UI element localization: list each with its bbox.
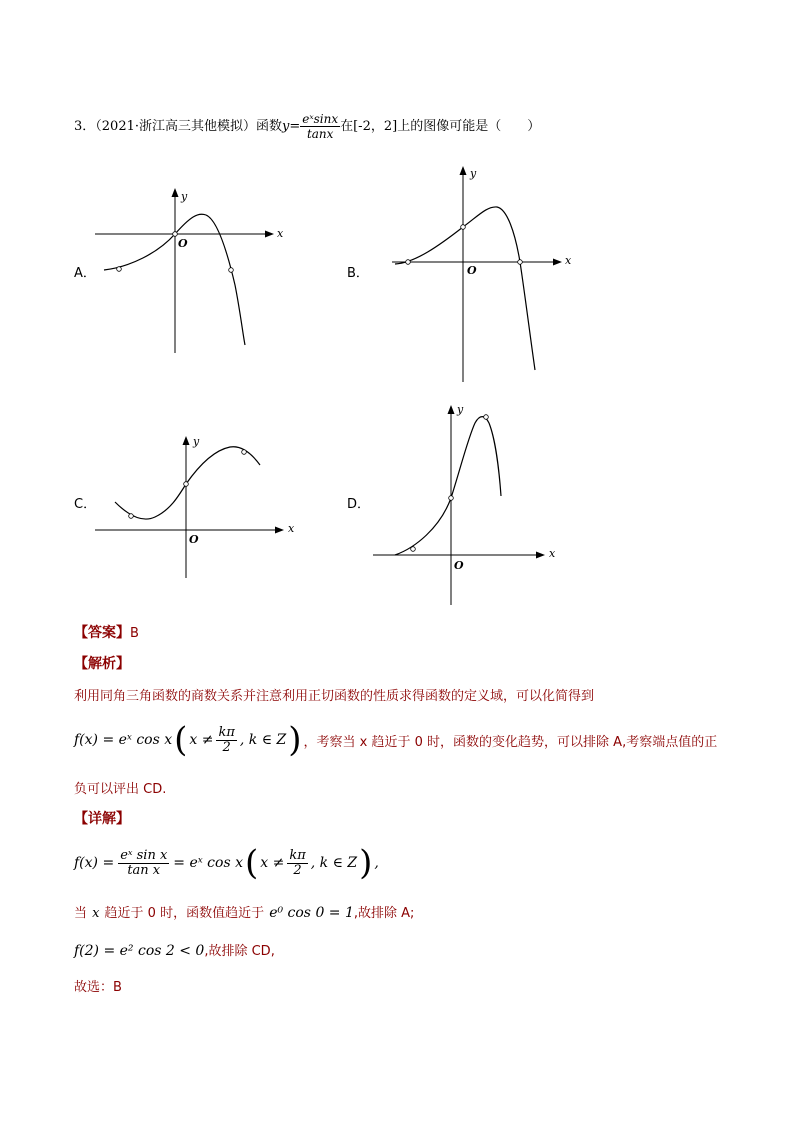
x-label: x	[288, 522, 295, 535]
point	[518, 260, 523, 265]
detail-line-3-c: ,故排除 CD,	[204, 944, 275, 959]
origin-label: O	[178, 237, 188, 250]
graph-d	[365, 398, 565, 608]
left-paren: (	[174, 720, 188, 760]
fraction-numerator: eˣsinx	[302, 112, 339, 126]
analysis-line-2	[74, 718, 717, 762]
x-arrow	[265, 231, 274, 238]
option-d-label: D．	[347, 497, 371, 512]
detail-cond-post: , k ∈ Z	[310, 855, 358, 871]
analysis-formula: f(x) = eˣ cos x	[74, 732, 173, 748]
point	[229, 268, 234, 273]
x-label: x	[549, 547, 556, 560]
analysis-line-3: 负可以评出 CD.	[74, 782, 167, 797]
detail-cond-pre: x ≠	[260, 855, 285, 871]
question-prefix: 3．（2021·浙江高三其他模拟）函数	[74, 119, 282, 134]
y-arrow	[172, 188, 179, 197]
y-label: y	[457, 403, 464, 416]
cond-denominator: 2	[222, 739, 231, 755]
x-label: x	[565, 254, 572, 267]
detail-line-4: 故选：B	[74, 980, 122, 995]
detail-f-mid: = eˣ cos x	[173, 855, 243, 871]
point	[173, 232, 178, 237]
detail-formula-line	[74, 840, 379, 886]
y-label: y	[470, 167, 477, 180]
detail-line-2-b: 趋近于 0 时，函数值趋近于	[104, 906, 265, 921]
detail-line-3-math: f(2) = e² cos 2 < 0	[74, 943, 205, 959]
x-label: x	[277, 227, 284, 240]
question-fraction	[300, 112, 340, 141]
x-arrow	[275, 527, 284, 534]
detail-line-2-math: e⁰ cos 0 = 1	[269, 905, 354, 921]
point	[242, 450, 247, 455]
detail-cond-fraction	[287, 849, 307, 878]
detail-heading: 【详解】	[74, 811, 130, 827]
answer-line	[74, 622, 139, 642]
curve	[395, 207, 535, 370]
point	[461, 225, 466, 230]
point	[129, 514, 134, 519]
origin-label: O	[189, 533, 199, 546]
fraction-denominator: tanx	[306, 127, 334, 141]
detail-denominator: tan x	[127, 862, 161, 878]
cond-numerator: kπ	[289, 847, 306, 863]
graph-c	[90, 432, 305, 582]
question-line	[74, 112, 540, 141]
right-paren: )	[288, 720, 302, 760]
option-b-label: B．	[347, 266, 369, 281]
detail-numerator: eˣ sin x	[120, 847, 168, 863]
y-arrow	[183, 436, 190, 445]
detail-line-2-a: 当	[74, 906, 88, 921]
detail-line-2-c: ,故排除 A;	[353, 906, 415, 921]
point	[184, 482, 189, 487]
analysis-line-1: 利用同角三角函数的商数关系并注意利用正切函数的性质求得函数的定义域，可以化简得到	[74, 689, 595, 704]
detail-line-3	[74, 940, 275, 959]
answer-value: B	[130, 626, 139, 641]
graph-b	[370, 160, 580, 385]
detail-f-lhs: f(x) =	[74, 855, 115, 871]
curve	[395, 417, 501, 555]
analysis-cond-pre: x ≠	[189, 732, 214, 748]
y-label: y	[181, 190, 188, 203]
detail-f-end: ,	[374, 855, 379, 871]
point	[484, 415, 489, 420]
x-arrow	[553, 259, 562, 266]
point	[117, 267, 122, 272]
graph-a	[90, 185, 290, 360]
origin-label: O	[454, 559, 464, 572]
question-y: y=	[282, 119, 301, 134]
x-arrow	[536, 552, 545, 559]
y-label: y	[193, 435, 200, 448]
point	[406, 260, 411, 265]
cond-denominator: 2	[293, 862, 302, 878]
y-arrow	[460, 166, 467, 175]
point	[449, 496, 454, 501]
left-paren: (	[244, 843, 259, 883]
detail-line-2-x: x	[92, 906, 100, 921]
analysis-heading: 【解析】	[74, 656, 130, 672]
point	[411, 547, 416, 552]
analysis-cond-post: , k ∈ Z	[239, 732, 287, 748]
answer-heading: 【答案】	[74, 625, 130, 641]
analysis-cond-fraction	[216, 726, 236, 755]
y-arrow	[448, 405, 455, 414]
question-suffix: 在[-2，2]上的图像可能是（ ）	[340, 119, 541, 134]
right-paren: )	[359, 843, 373, 883]
detail-fraction	[118, 849, 169, 878]
origin-label: O	[467, 264, 477, 277]
option-c-label: C．	[74, 497, 97, 512]
detail-line-2	[74, 902, 414, 921]
option-a-label: A．	[74, 266, 96, 281]
analysis-line-2-tail: ，考察当 x 趋近于 0 时，函数的变化趋势，可以排除 A,考察端点值的正	[303, 734, 718, 750]
cond-numerator: kπ	[218, 724, 235, 740]
